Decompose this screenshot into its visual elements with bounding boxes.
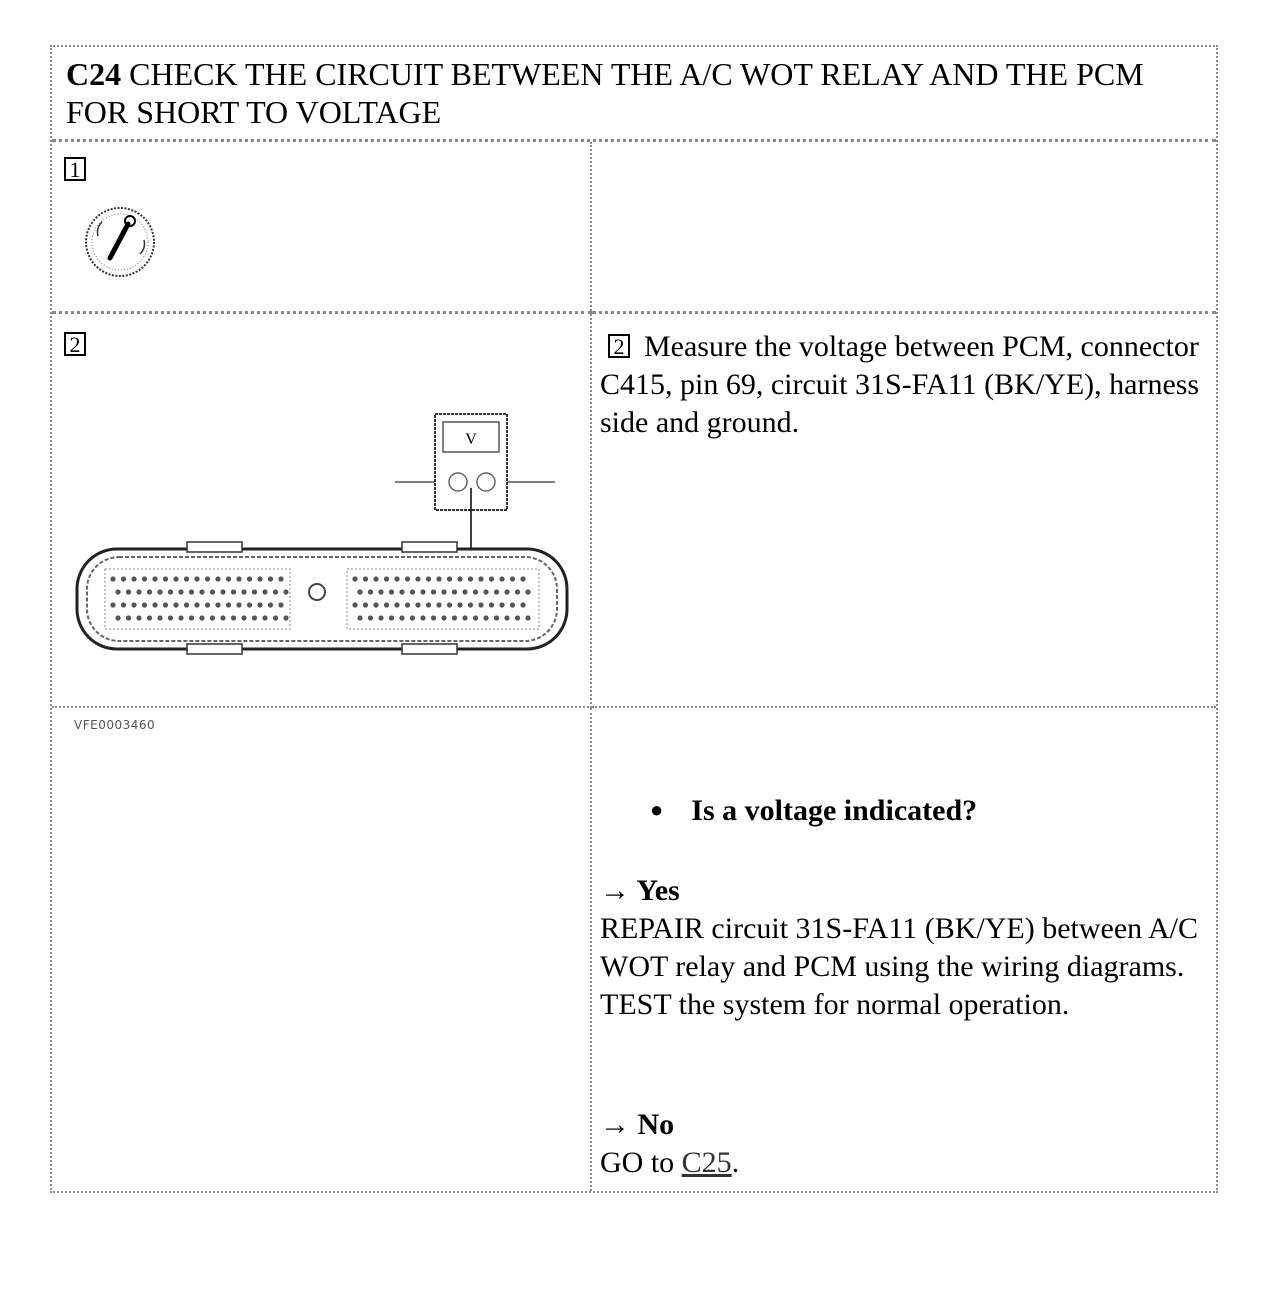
connector-pin [478, 576, 483, 581]
connector-pin [352, 602, 357, 607]
connector-pin [399, 589, 404, 594]
connector-pin [468, 576, 473, 581]
connector-pin [405, 602, 410, 607]
connector-pin [168, 615, 173, 620]
connector-pin [357, 615, 362, 620]
connector-pin [441, 589, 446, 594]
connector-pin [447, 576, 452, 581]
connector-pin [378, 589, 383, 594]
connector-pin [152, 602, 157, 607]
connector-pin [184, 602, 189, 607]
connector-pin [236, 602, 241, 607]
connector-pin [257, 576, 262, 581]
connector-pin [494, 615, 499, 620]
yes-label: → Yes [600, 874, 680, 907]
yes-text: REPAIR circuit 31S-FA11 (BK/YE) between A/C WOT relay and PCM using the wiring diagrams. TEST the system for normal operation. [600, 912, 1199, 1021]
connector-pin [163, 576, 168, 581]
step-number-badge: 2 [64, 332, 86, 356]
connector-pin [205, 602, 210, 607]
arrow-right-icon: → [600, 874, 630, 907]
connector-pin [384, 602, 389, 607]
connector-pin [194, 602, 199, 607]
instruction-text: Measure the voltage between PCM, connector C415, pin 69, circuit 31S-FA11 (BK/YE), harness side and ground. [600, 330, 1200, 439]
procedure-table [50, 45, 1218, 1193]
connector-pin [483, 589, 488, 594]
connector-pin [384, 576, 389, 581]
connector-pin [147, 615, 152, 620]
connector-pin [173, 602, 178, 607]
connector-pin [278, 576, 283, 581]
arrow-right-icon: → [600, 1108, 630, 1141]
connector-pin [194, 576, 199, 581]
row1-right-cell [592, 142, 1216, 314]
connector-pin [457, 602, 462, 607]
connector-pin [489, 602, 494, 607]
connector-pin [262, 615, 267, 620]
connector-pin [121, 576, 126, 581]
connector-pin [462, 615, 467, 620]
question-text: Is a voltage indicated? [691, 794, 978, 827]
connector-pin [515, 615, 520, 620]
row3-left-cell [52, 708, 592, 1191]
step-number-badge: 1 [64, 157, 86, 181]
connector-pin [363, 576, 368, 581]
pcm-connector-figure [67, 404, 577, 664]
connector-pin [525, 589, 530, 594]
connector-pin [499, 576, 504, 581]
connector-pin [368, 589, 373, 594]
yes-branch [600, 874, 1210, 1024]
connector-pin [494, 589, 499, 594]
connector-pin [131, 602, 136, 607]
no-prefix: GO to [600, 1146, 675, 1179]
connector-pin [199, 589, 204, 594]
connector-pin [220, 615, 225, 620]
connector-pin [441, 615, 446, 620]
connector-pin [452, 615, 457, 620]
connector-pin [205, 576, 210, 581]
connector-pin [436, 602, 441, 607]
goto-step-link[interactable]: C25 [681, 1146, 732, 1179]
connector-pin [462, 589, 467, 594]
connector-pin [378, 615, 383, 620]
row1-left-cell [52, 142, 592, 314]
connector-pin [126, 615, 131, 620]
page-title [52, 47, 1216, 131]
pcm-connector-c415 [77, 542, 567, 654]
connector-pin [131, 576, 136, 581]
step-number-badge: 2 [608, 334, 630, 358]
connector-pin [473, 589, 478, 594]
connector-pin [515, 589, 520, 594]
connector-pin [110, 576, 115, 581]
connector-pin [420, 615, 425, 620]
row3-right-cell [592, 708, 1216, 1191]
connector-pin [215, 576, 220, 581]
connector-pin [447, 602, 452, 607]
connector-pin [525, 615, 530, 620]
connector-pin [257, 602, 262, 607]
connector-pin [210, 589, 215, 594]
connector-pin [252, 615, 257, 620]
bullet-icon: ● [650, 797, 664, 822]
connector-pin [142, 602, 147, 607]
connector-pin [226, 576, 231, 581]
connector-pin [510, 576, 515, 581]
connector-pin [115, 615, 120, 620]
connector-pin [468, 602, 473, 607]
connector-pin [504, 589, 509, 594]
connector-pin [189, 589, 194, 594]
meter-label: V [465, 431, 477, 448]
no-suffix: . [731, 1146, 740, 1179]
connector-pin [126, 589, 131, 594]
connector-pin [147, 589, 152, 594]
connector-pin [399, 615, 404, 620]
connector-pin [273, 615, 278, 620]
connector-pin [247, 576, 252, 581]
connector-pin [215, 602, 220, 607]
connector-pin [283, 615, 288, 620]
connector-pin [510, 602, 515, 607]
connector-pin [431, 615, 436, 620]
connector-pin [410, 615, 415, 620]
connector-pin [226, 602, 231, 607]
connector-pin [163, 602, 168, 607]
connector-pin [110, 602, 115, 607]
step-title: CHECK THE CIRCUIT BETWEEN THE A/C WOT RELAY AND THE PCM FOR SHORT TO VOLTAGE [66, 56, 1144, 130]
connector-pin [415, 576, 420, 581]
connector-pin [273, 589, 278, 594]
connector-pin [189, 615, 194, 620]
connector-pin [405, 576, 410, 581]
step-instruction [600, 328, 1205, 442]
connector-pin [426, 602, 431, 607]
connector-pin [363, 602, 368, 607]
connector-pin [121, 602, 126, 607]
no-label: → No [600, 1108, 675, 1141]
connector-pin [357, 589, 362, 594]
header-cell [52, 47, 1216, 142]
connector-pin [473, 615, 478, 620]
connector-pin [178, 589, 183, 594]
connector-pin [389, 589, 394, 594]
connector-pin [115, 589, 120, 594]
connector-pin [373, 576, 378, 581]
connector-pin [283, 589, 288, 594]
connector-pin [210, 615, 215, 620]
connector-pin [262, 589, 267, 594]
connector-pin [168, 589, 173, 594]
connector-pin [394, 602, 399, 607]
no-text [600, 1144, 1210, 1182]
connector-pin [220, 589, 225, 594]
figure-caption: VFE0003460 [74, 718, 156, 732]
connector-pin [231, 615, 236, 620]
connector-pin [247, 602, 252, 607]
connector-pin [520, 602, 525, 607]
connector-pin [142, 576, 147, 581]
ignition-key-off-icon [80, 202, 160, 282]
connector-pin [394, 576, 399, 581]
connector-pin [157, 589, 162, 594]
connector-pin [483, 615, 488, 620]
connector-pin [173, 576, 178, 581]
connector-pin [268, 576, 273, 581]
connector-pin [489, 576, 494, 581]
connector-pin [199, 615, 204, 620]
connector-pin [352, 576, 357, 581]
connector-pin [389, 615, 394, 620]
connector-pin [152, 576, 157, 581]
row2-right-cell [592, 314, 1216, 708]
connector-pin [241, 615, 246, 620]
connector-pin [136, 589, 141, 594]
connector-pin [436, 576, 441, 581]
connector-pin [136, 615, 141, 620]
connector-pin [410, 589, 415, 594]
connector-pin [478, 602, 483, 607]
connector-pin [368, 615, 373, 620]
connector-pin [236, 576, 241, 581]
connector-pin [268, 602, 273, 607]
no-branch [600, 1108, 1210, 1182]
step-id: C24 [66, 56, 122, 92]
connector-pin [252, 589, 257, 594]
connector-pin [420, 589, 425, 594]
connector-pin [504, 615, 509, 620]
connector-pin [520, 576, 525, 581]
connector-pin [184, 576, 189, 581]
connector-pin [373, 602, 378, 607]
connector-pin [278, 602, 283, 607]
connector-pin [415, 602, 420, 607]
connector-pin [426, 576, 431, 581]
connector-pin [178, 615, 183, 620]
connector-pin [231, 589, 236, 594]
connector-pin [452, 589, 457, 594]
connector-pin [431, 589, 436, 594]
connector-pin [457, 576, 462, 581]
row2-left-cell [52, 314, 592, 732]
connector-pin [499, 602, 504, 607]
connector-pin [241, 589, 246, 594]
connector-pin [157, 615, 162, 620]
question-item [650, 794, 977, 828]
